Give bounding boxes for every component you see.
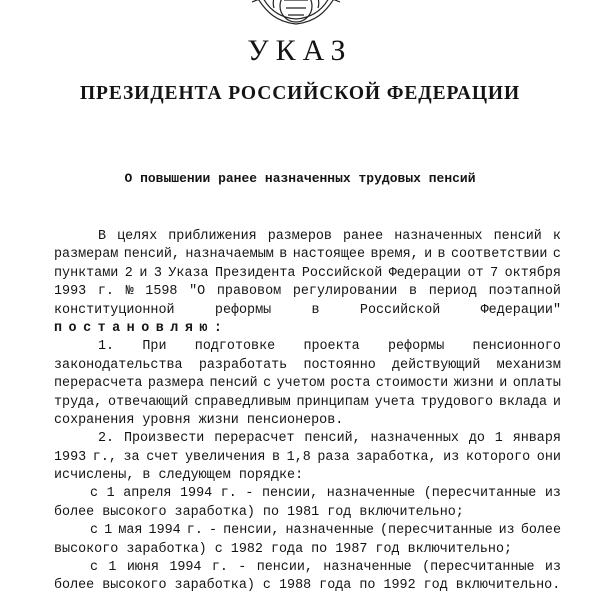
word: реформы bbox=[387, 339, 445, 355]
text-line bbox=[54, 302, 561, 320]
line-text: более высокого заработка) по 1981 год включительно; bbox=[54, 504, 464, 520]
word: вклада bbox=[498, 394, 548, 410]
word: назначенных bbox=[370, 431, 459, 447]
word: принципам bbox=[296, 394, 369, 410]
word: до bbox=[468, 431, 485, 447]
word: г. bbox=[220, 486, 237, 502]
word: учета bbox=[374, 394, 415, 410]
text-line bbox=[54, 246, 561, 264]
word: с bbox=[90, 523, 99, 539]
word: роста bbox=[330, 376, 371, 392]
word: размерам bbox=[54, 247, 119, 263]
word: Произвести bbox=[123, 431, 205, 447]
word: мая bbox=[118, 523, 143, 539]
word: г., bbox=[92, 449, 117, 465]
word: стоимости bbox=[375, 376, 449, 392]
word: пунктами bbox=[54, 265, 119, 281]
word: разработать bbox=[198, 357, 288, 373]
word: г. bbox=[186, 523, 203, 539]
word: - bbox=[208, 523, 218, 539]
text-line bbox=[54, 228, 561, 246]
word: из bbox=[443, 449, 460, 465]
word: (пересчитанные bbox=[423, 486, 537, 502]
word: пенсий, bbox=[123, 247, 180, 263]
word: с bbox=[263, 376, 272, 392]
word: из bbox=[544, 560, 561, 576]
word: время, bbox=[370, 247, 419, 263]
word: - bbox=[238, 560, 247, 576]
word: 1 bbox=[104, 523, 113, 539]
word: действующий bbox=[392, 357, 481, 373]
decree-body bbox=[54, 228, 561, 596]
text-line bbox=[54, 541, 561, 559]
text-line bbox=[54, 504, 561, 522]
word: учетом bbox=[276, 376, 325, 392]
text-line bbox=[54, 320, 561, 338]
word: заработка, bbox=[356, 449, 437, 465]
word: 1 bbox=[494, 431, 503, 447]
text-line bbox=[54, 265, 561, 283]
text-line bbox=[54, 522, 561, 540]
word: и bbox=[139, 265, 148, 281]
word: и bbox=[424, 247, 433, 263]
word: и bbox=[552, 394, 561, 410]
text-line bbox=[54, 467, 561, 485]
word: 1598 bbox=[145, 284, 178, 300]
word: ранее bbox=[343, 229, 384, 244]
document-title: УКАЗ bbox=[247, 34, 353, 67]
text-line bbox=[54, 559, 561, 577]
word: Президента bbox=[215, 265, 296, 281]
word: размера bbox=[147, 376, 205, 392]
document-subtitle: ПРЕЗИДЕНТА РОССИЙСКОЙ ФЕДЕРАЦИИ bbox=[79, 83, 521, 104]
word: июня bbox=[126, 560, 159, 576]
word: В bbox=[98, 229, 107, 244]
word: подготовке bbox=[194, 339, 276, 355]
word: реформы bbox=[214, 302, 272, 318]
word: которого bbox=[465, 449, 531, 465]
word: 1 bbox=[108, 560, 117, 576]
word: января bbox=[512, 431, 561, 447]
word: При bbox=[142, 339, 167, 355]
word: правовом bbox=[216, 284, 282, 300]
word: 1994 bbox=[148, 523, 181, 539]
word: перерасчет bbox=[214, 431, 295, 447]
word: трудового bbox=[420, 394, 493, 410]
word: соответствии bbox=[451, 247, 548, 263]
word: размеров bbox=[267, 229, 332, 244]
word: за bbox=[123, 449, 140, 465]
text-line bbox=[54, 338, 561, 356]
text-line bbox=[54, 412, 561, 430]
word: отвечающий bbox=[108, 394, 189, 410]
word: пенсии, bbox=[256, 560, 313, 576]
word: в bbox=[271, 449, 281, 465]
word: из bbox=[544, 486, 561, 502]
word: перерасчета bbox=[54, 376, 143, 392]
word: Федерации" bbox=[480, 302, 561, 318]
word: назначенные bbox=[326, 486, 416, 502]
word: 1994 bbox=[180, 486, 213, 502]
word: назначаемым bbox=[185, 247, 274, 263]
word: с bbox=[90, 560, 99, 576]
word: в bbox=[408, 284, 418, 300]
word: пенсий, bbox=[304, 431, 361, 447]
word: 1 bbox=[106, 486, 115, 502]
word: № bbox=[125, 284, 134, 300]
word: проекта bbox=[303, 339, 360, 355]
word: Указа bbox=[168, 265, 209, 281]
word: оплаты bbox=[512, 376, 561, 392]
decree-heading: О повышении ранее назначенных трудовых пенсий bbox=[124, 171, 476, 186]
word: к bbox=[552, 229, 561, 244]
word: настоящее bbox=[292, 247, 366, 263]
line-text: более высокого заработка) с 1988 года по 1992 год включительно. bbox=[54, 578, 561, 594]
word: раза bbox=[317, 449, 350, 465]
word: апреля bbox=[123, 486, 172, 502]
word: в bbox=[279, 247, 288, 263]
word: с bbox=[90, 486, 99, 502]
word: в bbox=[311, 302, 320, 318]
word: назначенных bbox=[394, 229, 483, 244]
word: 1,8 bbox=[286, 449, 311, 465]
text-line bbox=[54, 485, 561, 503]
decree-word: постановляю: bbox=[54, 320, 229, 336]
word: 1993 bbox=[54, 449, 87, 465]
word: 2 bbox=[124, 265, 133, 281]
text-line bbox=[54, 430, 561, 448]
word: более bbox=[520, 523, 561, 539]
text-line bbox=[54, 394, 561, 412]
word: "О bbox=[189, 284, 206, 300]
word: труда, bbox=[54, 394, 103, 410]
word: г. bbox=[211, 560, 228, 576]
word: регулировании bbox=[292, 284, 398, 300]
word: в bbox=[437, 247, 446, 263]
word: 7 bbox=[490, 265, 499, 281]
word: пенсий bbox=[209, 376, 258, 392]
word: пенсии, bbox=[261, 486, 319, 502]
word: назначенные bbox=[323, 560, 412, 576]
word: Федерации bbox=[388, 265, 462, 281]
word: Российской bbox=[301, 265, 383, 281]
text-line bbox=[54, 577, 561, 595]
word: октября bbox=[504, 265, 561, 281]
word: 1993 bbox=[54, 284, 87, 300]
text-line bbox=[54, 449, 561, 467]
word: счет bbox=[146, 449, 179, 465]
word: жизни bbox=[453, 376, 494, 392]
word: увеличения bbox=[185, 449, 266, 465]
word: г. bbox=[97, 284, 114, 300]
line-text: высокого заработка) с 1982 года по 1987 год включительно; bbox=[54, 541, 513, 557]
word: назначенные bbox=[285, 523, 374, 539]
text-line bbox=[54, 375, 561, 393]
word: целях bbox=[117, 229, 158, 244]
word: с bbox=[552, 247, 561, 263]
word: 1. bbox=[98, 339, 115, 355]
word: они bbox=[536, 449, 561, 465]
word: Российской bbox=[359, 302, 441, 318]
line-text: исчислены, в следующем порядке: bbox=[54, 468, 304, 484]
text-line bbox=[54, 357, 561, 375]
line-text: сохранения уровня жизни пенсионеров. bbox=[54, 412, 344, 428]
word: пенсионного bbox=[472, 339, 561, 355]
word: 2. bbox=[98, 431, 115, 447]
word: (пересчитанные bbox=[380, 523, 493, 539]
word: поэтапной bbox=[488, 284, 561, 300]
word: конституционной bbox=[54, 302, 175, 318]
word: период bbox=[428, 284, 477, 300]
word: (пересчитанные bbox=[422, 560, 535, 576]
state-emblem-icon bbox=[248, 0, 344, 26]
word: из bbox=[498, 523, 515, 539]
word: от bbox=[467, 265, 484, 281]
word: постоянно bbox=[303, 357, 376, 373]
text-line bbox=[54, 283, 561, 301]
word: законодательства bbox=[54, 357, 183, 373]
word: справедливым bbox=[194, 394, 291, 410]
word: приближения bbox=[168, 229, 257, 244]
word: 1994 bbox=[169, 560, 202, 576]
word: пенсий bbox=[493, 229, 542, 244]
word: механизм bbox=[496, 357, 561, 373]
word: - bbox=[245, 486, 254, 502]
word: и bbox=[499, 376, 508, 392]
word: 3 bbox=[153, 265, 162, 281]
word: пенсии, bbox=[223, 523, 280, 539]
